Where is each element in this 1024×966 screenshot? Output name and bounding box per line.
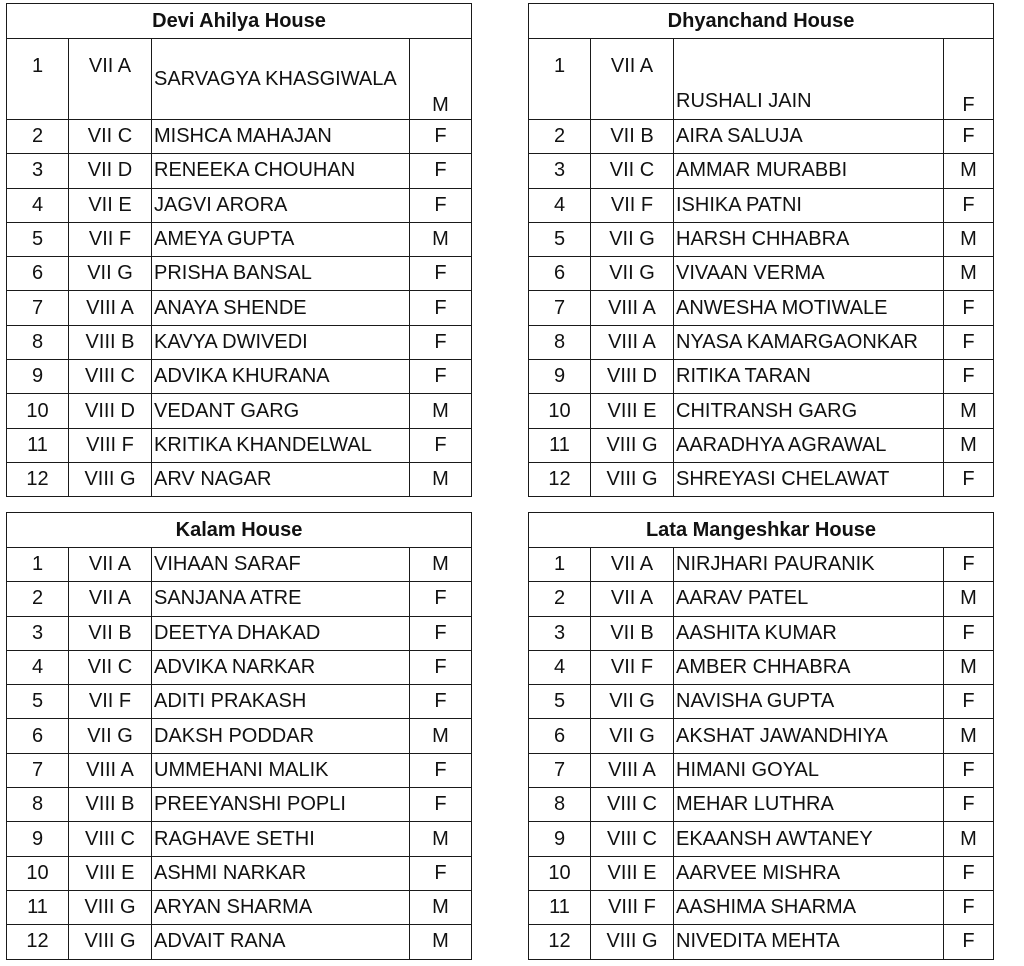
row-number: 4 bbox=[7, 188, 69, 222]
class-cell: VII C bbox=[69, 120, 152, 154]
gender-cell: F bbox=[944, 685, 994, 719]
class-cell: VIII F bbox=[69, 428, 152, 462]
class-cell: VIII F bbox=[591, 890, 674, 924]
class-cell: VIII G bbox=[591, 925, 674, 959]
table-row bbox=[529, 719, 994, 753]
table-row bbox=[529, 582, 994, 616]
gender-cell: F bbox=[410, 291, 472, 325]
table-row bbox=[7, 462, 472, 496]
row-number: 6 bbox=[7, 257, 69, 291]
table-row bbox=[529, 616, 994, 650]
table-row bbox=[529, 154, 994, 188]
gender-cell: M bbox=[410, 822, 472, 856]
student-name: HIMANI GOYAL bbox=[674, 753, 944, 787]
table-row bbox=[7, 39, 472, 120]
house-title: Devi Ahilya House bbox=[7, 4, 472, 39]
student-name: ADVIKA KHURANA bbox=[152, 360, 410, 394]
row-number: 8 bbox=[529, 325, 591, 359]
student-name: AMEYA GUPTA bbox=[152, 222, 410, 256]
row-number: 2 bbox=[7, 582, 69, 616]
gender-cell: M bbox=[410, 890, 472, 924]
class-cell: VII E bbox=[69, 188, 152, 222]
row-number: 3 bbox=[7, 616, 69, 650]
student-name: DAKSH PODDAR bbox=[152, 719, 410, 753]
house-title: Kalam House bbox=[7, 513, 472, 548]
student-name: RITIKA TARAN bbox=[674, 360, 944, 394]
gender-cell: F bbox=[944, 616, 994, 650]
gender-cell: M bbox=[944, 428, 994, 462]
table-row bbox=[529, 120, 994, 154]
row-number: 12 bbox=[7, 462, 69, 496]
student-name: UMMEHANI MALIK bbox=[152, 753, 410, 787]
gender-cell: F bbox=[410, 788, 472, 822]
student-name: SHREYASI CHELAWAT bbox=[674, 462, 944, 496]
row-number: 9 bbox=[7, 822, 69, 856]
table-row bbox=[529, 462, 994, 496]
row-number: 8 bbox=[7, 325, 69, 359]
table-row bbox=[529, 856, 994, 890]
table-row bbox=[7, 394, 472, 428]
house-table-devi-ahilya bbox=[6, 3, 472, 497]
student-name: RENEEKA CHOUHAN bbox=[152, 154, 410, 188]
gender-cell: M bbox=[410, 925, 472, 959]
student-name: AASHITA KUMAR bbox=[674, 616, 944, 650]
table-row bbox=[7, 325, 472, 359]
class-cell: VIII G bbox=[69, 462, 152, 496]
student-name: JAGVI ARORA bbox=[152, 188, 410, 222]
table-row bbox=[7, 188, 472, 222]
table-row bbox=[7, 582, 472, 616]
table-row bbox=[7, 685, 472, 719]
table-row bbox=[529, 925, 994, 959]
gender-cell: F bbox=[944, 753, 994, 787]
row-number: 6 bbox=[529, 257, 591, 291]
table-row bbox=[529, 548, 994, 582]
gender-cell: F bbox=[410, 120, 472, 154]
class-cell: VII F bbox=[69, 685, 152, 719]
gender-cell: F bbox=[410, 188, 472, 222]
row-number: 10 bbox=[7, 394, 69, 428]
row-number: 5 bbox=[529, 222, 591, 256]
class-cell: VII A bbox=[591, 39, 674, 120]
row-number: 2 bbox=[529, 120, 591, 154]
gender-cell: F bbox=[944, 120, 994, 154]
gender-cell: F bbox=[944, 788, 994, 822]
student-name: ARYAN SHARMA bbox=[152, 890, 410, 924]
class-cell: VII F bbox=[591, 188, 674, 222]
gender-cell: F bbox=[944, 462, 994, 496]
row-number: 9 bbox=[529, 360, 591, 394]
row-number: 7 bbox=[7, 753, 69, 787]
class-cell: VIII G bbox=[69, 925, 152, 959]
table-row bbox=[529, 222, 994, 256]
student-name: AKSHAT JAWANDHIYA bbox=[674, 719, 944, 753]
class-cell: VII A bbox=[69, 39, 152, 120]
gender-cell: F bbox=[944, 188, 994, 222]
class-cell: VIII D bbox=[591, 360, 674, 394]
table-row bbox=[529, 788, 994, 822]
gender-cell: M bbox=[944, 154, 994, 188]
table-row bbox=[7, 428, 472, 462]
student-name: SARVAGYA KHASGIWALA bbox=[152, 39, 410, 120]
class-cell: VII A bbox=[69, 548, 152, 582]
house-table-dhyanchand bbox=[528, 3, 994, 497]
gender-cell: F bbox=[410, 257, 472, 291]
gender-cell: M bbox=[410, 394, 472, 428]
class-cell: VII B bbox=[69, 616, 152, 650]
gender-cell: F bbox=[944, 856, 994, 890]
table-row bbox=[7, 719, 472, 753]
table-row bbox=[529, 291, 994, 325]
gender-cell: F bbox=[410, 856, 472, 890]
row-number: 5 bbox=[7, 685, 69, 719]
class-cell: VIII B bbox=[69, 325, 152, 359]
student-name: ASHMI NARKAR bbox=[152, 856, 410, 890]
class-cell: VIII A bbox=[591, 325, 674, 359]
student-name: AARVEE MISHRA bbox=[674, 856, 944, 890]
table-row bbox=[529, 39, 994, 120]
table-row bbox=[7, 548, 472, 582]
row-number: 5 bbox=[529, 685, 591, 719]
class-cell: VIII E bbox=[591, 856, 674, 890]
table-row bbox=[529, 753, 994, 787]
student-name: ADVIKA NARKAR bbox=[152, 650, 410, 684]
row-number: 7 bbox=[529, 753, 591, 787]
student-name: CHITRANSH GARG bbox=[674, 394, 944, 428]
row-number: 3 bbox=[529, 616, 591, 650]
gender-cell: F bbox=[410, 360, 472, 394]
class-cell: VIII B bbox=[69, 788, 152, 822]
row-number: 3 bbox=[7, 154, 69, 188]
gender-cell: F bbox=[944, 890, 994, 924]
gender-cell: M bbox=[944, 822, 994, 856]
table-row bbox=[529, 325, 994, 359]
class-cell: VII B bbox=[591, 120, 674, 154]
class-cell: VIII C bbox=[69, 822, 152, 856]
class-cell: VIII D bbox=[69, 394, 152, 428]
class-cell: VIII A bbox=[69, 291, 152, 325]
gender-cell: F bbox=[944, 548, 994, 582]
student-name: SANJANA ATRE bbox=[152, 582, 410, 616]
row-number: 9 bbox=[7, 360, 69, 394]
row-number: 10 bbox=[7, 856, 69, 890]
house-title: Lata Mangeshkar House bbox=[529, 513, 994, 548]
table-row bbox=[7, 120, 472, 154]
table-row bbox=[529, 890, 994, 924]
table-row bbox=[7, 222, 472, 256]
table-row bbox=[7, 154, 472, 188]
class-cell: VII F bbox=[69, 222, 152, 256]
gender-cell: M bbox=[944, 257, 994, 291]
table-row bbox=[529, 257, 994, 291]
table-row bbox=[7, 291, 472, 325]
student-name: VIVAAN VERMA bbox=[674, 257, 944, 291]
student-name: ADITI PRAKASH bbox=[152, 685, 410, 719]
row-number: 11 bbox=[7, 428, 69, 462]
row-number: 12 bbox=[529, 925, 591, 959]
table-row bbox=[7, 890, 472, 924]
gender-cell: F bbox=[410, 582, 472, 616]
student-name: AARAV PATEL bbox=[674, 582, 944, 616]
row-number: 6 bbox=[7, 719, 69, 753]
table-row bbox=[7, 822, 472, 856]
student-name: EKAANSH AWTANEY bbox=[674, 822, 944, 856]
class-cell: VII D bbox=[69, 154, 152, 188]
row-number: 12 bbox=[7, 925, 69, 959]
student-name: AARADHYA AGRAWAL bbox=[674, 428, 944, 462]
row-number: 10 bbox=[529, 856, 591, 890]
student-name: ANWESHA MOTIWALE bbox=[674, 291, 944, 325]
row-number: 8 bbox=[529, 788, 591, 822]
student-name: ARV NAGAR bbox=[152, 462, 410, 496]
gender-cell: F bbox=[410, 753, 472, 787]
row-number: 11 bbox=[529, 428, 591, 462]
class-cell: VII A bbox=[591, 582, 674, 616]
row-number: 12 bbox=[529, 462, 591, 496]
class-cell: VII F bbox=[591, 650, 674, 684]
house-table-kalam bbox=[6, 512, 472, 960]
table-row bbox=[529, 685, 994, 719]
class-cell: VIII E bbox=[591, 394, 674, 428]
table-row bbox=[7, 856, 472, 890]
row-number: 1 bbox=[7, 39, 69, 120]
table-row bbox=[7, 257, 472, 291]
gender-cell: M bbox=[410, 548, 472, 582]
gender-cell: M bbox=[410, 39, 472, 120]
student-name: AMBER CHHABRA bbox=[674, 650, 944, 684]
student-name: MEHAR LUTHRA bbox=[674, 788, 944, 822]
class-cell: VIII A bbox=[69, 753, 152, 787]
gender-cell: F bbox=[410, 154, 472, 188]
row-number: 1 bbox=[7, 548, 69, 582]
student-name: ADVAIT RANA bbox=[152, 925, 410, 959]
gender-cell: F bbox=[410, 650, 472, 684]
student-name: AIRA SALUJA bbox=[674, 120, 944, 154]
class-cell: VIII G bbox=[591, 462, 674, 496]
table-row bbox=[7, 650, 472, 684]
gender-cell: M bbox=[410, 719, 472, 753]
row-number: 11 bbox=[7, 890, 69, 924]
table-row bbox=[529, 394, 994, 428]
student-name: RUSHALI JAIN bbox=[674, 39, 944, 120]
student-name: VIHAAN SARAF bbox=[152, 548, 410, 582]
gender-cell: F bbox=[410, 616, 472, 650]
class-cell: VIII C bbox=[591, 822, 674, 856]
class-cell: VIII C bbox=[69, 360, 152, 394]
gender-cell: F bbox=[944, 291, 994, 325]
row-number: 7 bbox=[7, 291, 69, 325]
gender-cell: M bbox=[944, 394, 994, 428]
row-number: 7 bbox=[529, 291, 591, 325]
gender-cell: M bbox=[944, 650, 994, 684]
row-number: 1 bbox=[529, 39, 591, 120]
table-row bbox=[7, 925, 472, 959]
row-number: 10 bbox=[529, 394, 591, 428]
table-row bbox=[529, 650, 994, 684]
row-number: 9 bbox=[529, 822, 591, 856]
gender-cell: F bbox=[410, 428, 472, 462]
row-number: 11 bbox=[529, 890, 591, 924]
gender-cell: M bbox=[944, 222, 994, 256]
student-name: MISHCA MAHAJAN bbox=[152, 120, 410, 154]
class-cell: VII G bbox=[69, 719, 152, 753]
student-name: RAGHAVE SETHI bbox=[152, 822, 410, 856]
gender-cell: M bbox=[944, 719, 994, 753]
student-name: NIRJHARI PAURANIK bbox=[674, 548, 944, 582]
student-name: AMMAR MURABBI bbox=[674, 154, 944, 188]
row-number: 4 bbox=[7, 650, 69, 684]
gender-cell: F bbox=[944, 39, 994, 120]
gender-cell: F bbox=[944, 325, 994, 359]
student-name: PREEYANSHI POPLI bbox=[152, 788, 410, 822]
class-cell: VII G bbox=[591, 257, 674, 291]
gender-cell: F bbox=[410, 325, 472, 359]
gender-cell: M bbox=[944, 582, 994, 616]
student-name: PRISHA BANSAL bbox=[152, 257, 410, 291]
class-cell: VIII G bbox=[69, 890, 152, 924]
student-name: ANAYA SHENDE bbox=[152, 291, 410, 325]
table-row bbox=[7, 788, 472, 822]
table-row bbox=[7, 616, 472, 650]
student-name: ISHIKA PATNI bbox=[674, 188, 944, 222]
class-cell: VIII G bbox=[591, 428, 674, 462]
class-cell: VII G bbox=[591, 685, 674, 719]
student-name: NIVEDITA MEHTA bbox=[674, 925, 944, 959]
row-number: 8 bbox=[7, 788, 69, 822]
class-cell: VII G bbox=[69, 257, 152, 291]
class-cell: VIII A bbox=[591, 291, 674, 325]
row-number: 2 bbox=[529, 582, 591, 616]
table-row bbox=[529, 360, 994, 394]
row-number: 1 bbox=[529, 548, 591, 582]
student-name: HARSH CHHABRA bbox=[674, 222, 944, 256]
row-number: 3 bbox=[529, 154, 591, 188]
class-cell: VII G bbox=[591, 222, 674, 256]
table-row bbox=[7, 753, 472, 787]
row-number: 6 bbox=[529, 719, 591, 753]
class-cell: VII A bbox=[69, 582, 152, 616]
student-name: NYASA KAMARGAONKAR bbox=[674, 325, 944, 359]
class-cell: VIII A bbox=[591, 753, 674, 787]
row-number: 4 bbox=[529, 188, 591, 222]
house-table-lata-mangeshkar bbox=[528, 512, 994, 960]
row-number: 5 bbox=[7, 222, 69, 256]
class-cell: VII C bbox=[591, 154, 674, 188]
class-cell: VII C bbox=[69, 650, 152, 684]
student-name: KAVYA DWIVEDI bbox=[152, 325, 410, 359]
student-name: KRITIKA KHANDELWAL bbox=[152, 428, 410, 462]
class-cell: VII G bbox=[591, 719, 674, 753]
table-row bbox=[529, 822, 994, 856]
table-row bbox=[7, 360, 472, 394]
gender-cell: M bbox=[410, 222, 472, 256]
table-row bbox=[529, 188, 994, 222]
row-number: 2 bbox=[7, 120, 69, 154]
class-cell: VII B bbox=[591, 616, 674, 650]
gender-cell: F bbox=[410, 685, 472, 719]
gender-cell: F bbox=[944, 925, 994, 959]
class-cell: VIII E bbox=[69, 856, 152, 890]
row-number: 4 bbox=[529, 650, 591, 684]
student-name: NAVISHA GUPTA bbox=[674, 685, 944, 719]
house-title: Dhyanchand House bbox=[529, 4, 994, 39]
student-name: VEDANT GARG bbox=[152, 394, 410, 428]
class-cell: VIII C bbox=[591, 788, 674, 822]
gender-cell: M bbox=[410, 462, 472, 496]
table-row bbox=[529, 428, 994, 462]
gender-cell: F bbox=[944, 360, 994, 394]
student-name: AASHIMA SHARMA bbox=[674, 890, 944, 924]
student-name: DEETYA DHAKAD bbox=[152, 616, 410, 650]
class-cell: VII A bbox=[591, 548, 674, 582]
